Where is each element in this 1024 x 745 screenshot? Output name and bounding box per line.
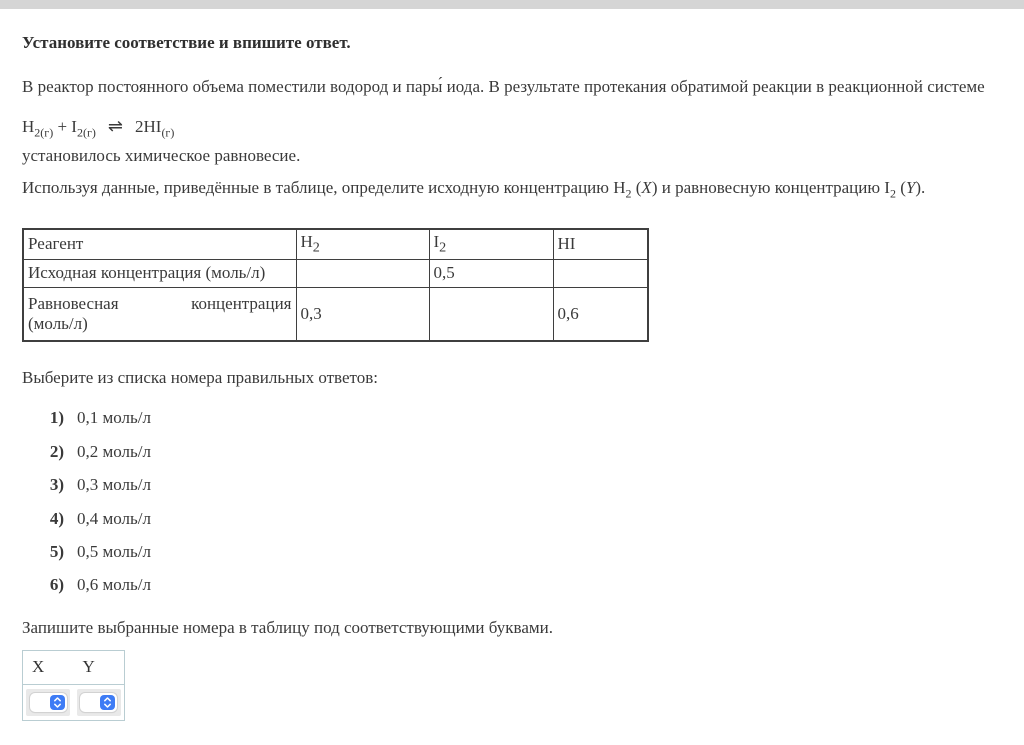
top-bar bbox=[0, 0, 1024, 9]
table-header-row bbox=[23, 229, 648, 259]
list-item bbox=[22, 509, 1002, 529]
select-pad bbox=[77, 689, 121, 716]
initial-label: Исходная концентрация (моль/л) bbox=[23, 259, 296, 287]
choice-text: 0,5 моль/л bbox=[77, 541, 151, 561]
choice-number: 3) bbox=[49, 475, 64, 495]
choice-text: 0,3 моль/л bbox=[77, 475, 151, 495]
choices-list bbox=[22, 408, 1002, 595]
task-instruction-text-2: ( bbox=[631, 177, 642, 197]
equation-i: I bbox=[71, 117, 77, 137]
equilibrium-label: Равновесная концентрация (моль/л) bbox=[23, 287, 296, 341]
table-row-equilibrium bbox=[23, 287, 648, 341]
choices-prompt: Выберите из списка номера правильных ответов: bbox=[22, 368, 378, 388]
select-pad bbox=[26, 689, 70, 716]
choice-text: 0,1 моль/л bbox=[77, 408, 151, 428]
equation-h: H bbox=[22, 117, 35, 137]
equilibrium-i2-value bbox=[429, 287, 553, 341]
answer-column-x: X bbox=[23, 650, 74, 684]
intro-paragraph: В реактор постоянного объема поместили водород и пары́ иода. В результате протекания обратимой реакции в реакционной системе bbox=[22, 77, 985, 96]
header-reagent: Реагент bbox=[23, 229, 296, 259]
choice-text: 0,2 моль/л bbox=[77, 441, 151, 461]
variable-y: Y bbox=[905, 177, 916, 197]
list-item bbox=[22, 542, 1002, 562]
answer-instruction: Запишите выбранные номера в таблицу под соответствующими буквами. bbox=[22, 617, 553, 637]
answer-select-x[interactable] bbox=[30, 693, 67, 712]
task-instruction-text-5: ). bbox=[915, 177, 926, 197]
equation-hi: 2HI bbox=[134, 117, 162, 137]
task-instruction-i-sub: 2 bbox=[889, 186, 896, 201]
chemical-equation bbox=[22, 116, 1002, 140]
initial-h2-value bbox=[296, 259, 429, 287]
header-h2: $H_2$ bbox=[296, 229, 429, 259]
select-stepper-icon bbox=[100, 695, 115, 710]
page-title: Установите соответствие и впишите ответ. bbox=[22, 33, 351, 52]
task-instruction-text-4: ( bbox=[895, 177, 906, 197]
initial-hi-value bbox=[553, 259, 648, 287]
initial-i2-value: 0,5 bbox=[429, 259, 553, 287]
equation-i-sub: 2(г) bbox=[76, 125, 96, 140]
equilibrium-arrow: ⇌ bbox=[107, 116, 123, 137]
choice-number: 6) bbox=[49, 575, 64, 595]
list-item bbox=[22, 442, 1002, 462]
choice-number: 2) bbox=[49, 441, 64, 461]
task-instruction-text-1: Используя данные, приведённые в таблице, определите исходную концентрацию H bbox=[22, 177, 626, 197]
answer-cell-y bbox=[74, 684, 125, 720]
task-instruction bbox=[22, 175, 1002, 201]
choice-number: 5) bbox=[49, 541, 64, 561]
question-content bbox=[0, 33, 1024, 721]
variable-x: X bbox=[641, 177, 652, 197]
answer-select-row bbox=[23, 684, 125, 720]
equilibrium-hi-value: 0,6 bbox=[553, 287, 648, 341]
header-i2: $I_2$ bbox=[429, 229, 553, 259]
select-stepper-icon bbox=[50, 695, 65, 710]
choice-text: 0,6 моль/л bbox=[77, 575, 151, 595]
choice-number: 4) bbox=[49, 508, 64, 528]
answer-column-y: Y bbox=[74, 650, 125, 684]
table-row-initial bbox=[23, 259, 648, 287]
equation-hi-sub: (г) bbox=[161, 125, 175, 140]
equation-plus: + bbox=[57, 117, 68, 137]
task-instruction-h-sub: 2 bbox=[625, 186, 632, 201]
header-hi: HI bbox=[553, 229, 648, 259]
choice-number: 1) bbox=[49, 408, 64, 428]
task-instruction-text-3: ) и равновесную концентрацию I bbox=[651, 177, 890, 197]
answer-header-row bbox=[23, 650, 125, 684]
answer-cell-x bbox=[23, 684, 74, 720]
answer-table bbox=[22, 650, 125, 721]
list-item bbox=[22, 408, 1002, 428]
list-item bbox=[22, 575, 1002, 595]
list-item bbox=[22, 475, 1002, 495]
concentration-table bbox=[22, 228, 649, 342]
equilibrium-h2-value: 0,3 bbox=[296, 287, 429, 341]
answer-select-y[interactable] bbox=[80, 693, 117, 712]
choice-text: 0,4 моль/л bbox=[77, 508, 151, 528]
equilibrium-statement: установилось химическое равновесие. bbox=[22, 146, 301, 166]
equation-h-sub: 2(г) bbox=[34, 125, 54, 140]
